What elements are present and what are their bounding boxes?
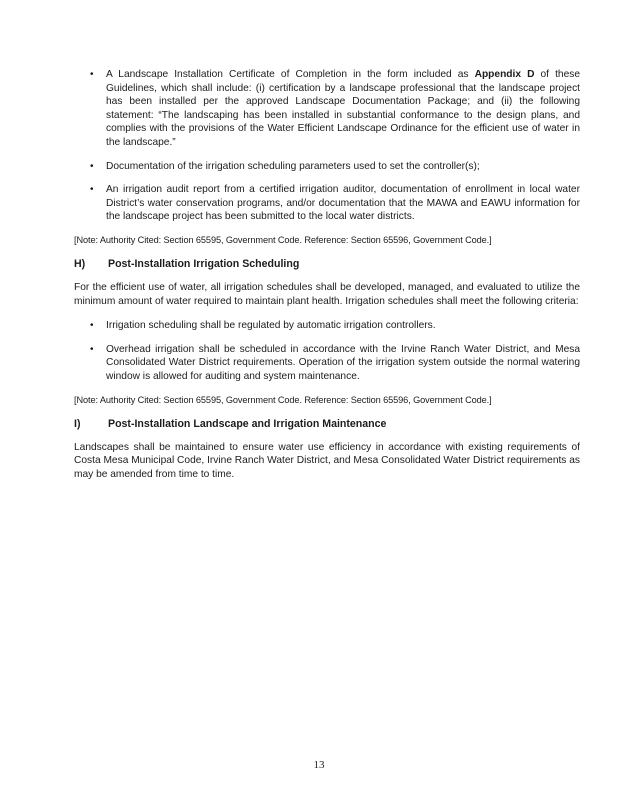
page-number: 13 — [313, 759, 325, 771]
body-paragraph: Landscapes shall be maintained to ensure water use efficiency in accordance with existing requirements of Costa Mesa Municipal Code, Irvine Ranch Water District, and Mesa Consolidated Water District requirements as may be amended from time to time. — [74, 441, 580, 480]
authority-note: [Note: Authority Cited: Section 65595, Government Code. Reference: Section 65596, Government Code.] — [74, 394, 492, 405]
submittal-requirements-list — [74, 68, 580, 224]
list-item: • An irrigation audit report from a certified irrigation auditor, documentation of enrollment in local water District’s water conservation programs, and/or documentation that the MAWA and EAWU information for the landscape project has been submitted to the local water districts. — [90, 184, 580, 223]
section-label: I) — [74, 417, 81, 430]
list-item: • Overhead irrigation shall be scheduled in accordance with the Irvine Ranch Water District, and Mesa Consolidated Water District requirements. Operation of the irrigation system outside the normal watering window is allowed for auditing and system maintenance. — [90, 343, 580, 382]
list-item: • Irrigation scheduling shall be regulated by automatic irrigation controllers. — [90, 320, 436, 332]
list-item: • A Landscape Installation Certificate of Completion in the form included as Appendix D of these Guidelines, which shall include: (i) certification by a landscape professional that the landscape project has been installed per the approved Landscape Documentation Package; and (ii) the following statement: “The landscaping has been installed in substantial conformance to the design plans, and complies with the provisions of the Water Efficient Landscape Ordinance for the efficient use of water in the landscape.” — [90, 69, 580, 148]
section-title: Post-Installation Landscape and Irrigation Maintenance — [108, 417, 387, 430]
list-item: • Documentation of the irrigation scheduling parameters used to set the controller(s); — [90, 160, 480, 172]
section-title: Post-Installation Irrigation Scheduling — [108, 257, 300, 270]
bullet-icon: • — [90, 160, 94, 172]
bullet-icon: • — [90, 320, 94, 332]
body-paragraph: For the efficient use of water, all irrigation schedules shall be developed, managed, and evaluated to utilize the minimum amount of water required to maintain plant health. Irrigation schedules shall meet the following criteria: — [74, 281, 580, 307]
section-heading-h — [74, 258, 580, 270]
section-label: H) — [74, 257, 86, 270]
authority-note: [Note: Authority Cited: Section 65595, Government Code. Reference: Section 65596, Government Code.] — [74, 234, 492, 245]
bullet-icon: • — [90, 184, 94, 196]
scheduling-criteria-list — [74, 319, 580, 383]
bullet-icon: • — [90, 343, 94, 355]
section-heading-i — [74, 418, 580, 430]
appendix-reference: Appendix D — [474, 69, 535, 80]
bullet-icon: • — [90, 69, 94, 80]
